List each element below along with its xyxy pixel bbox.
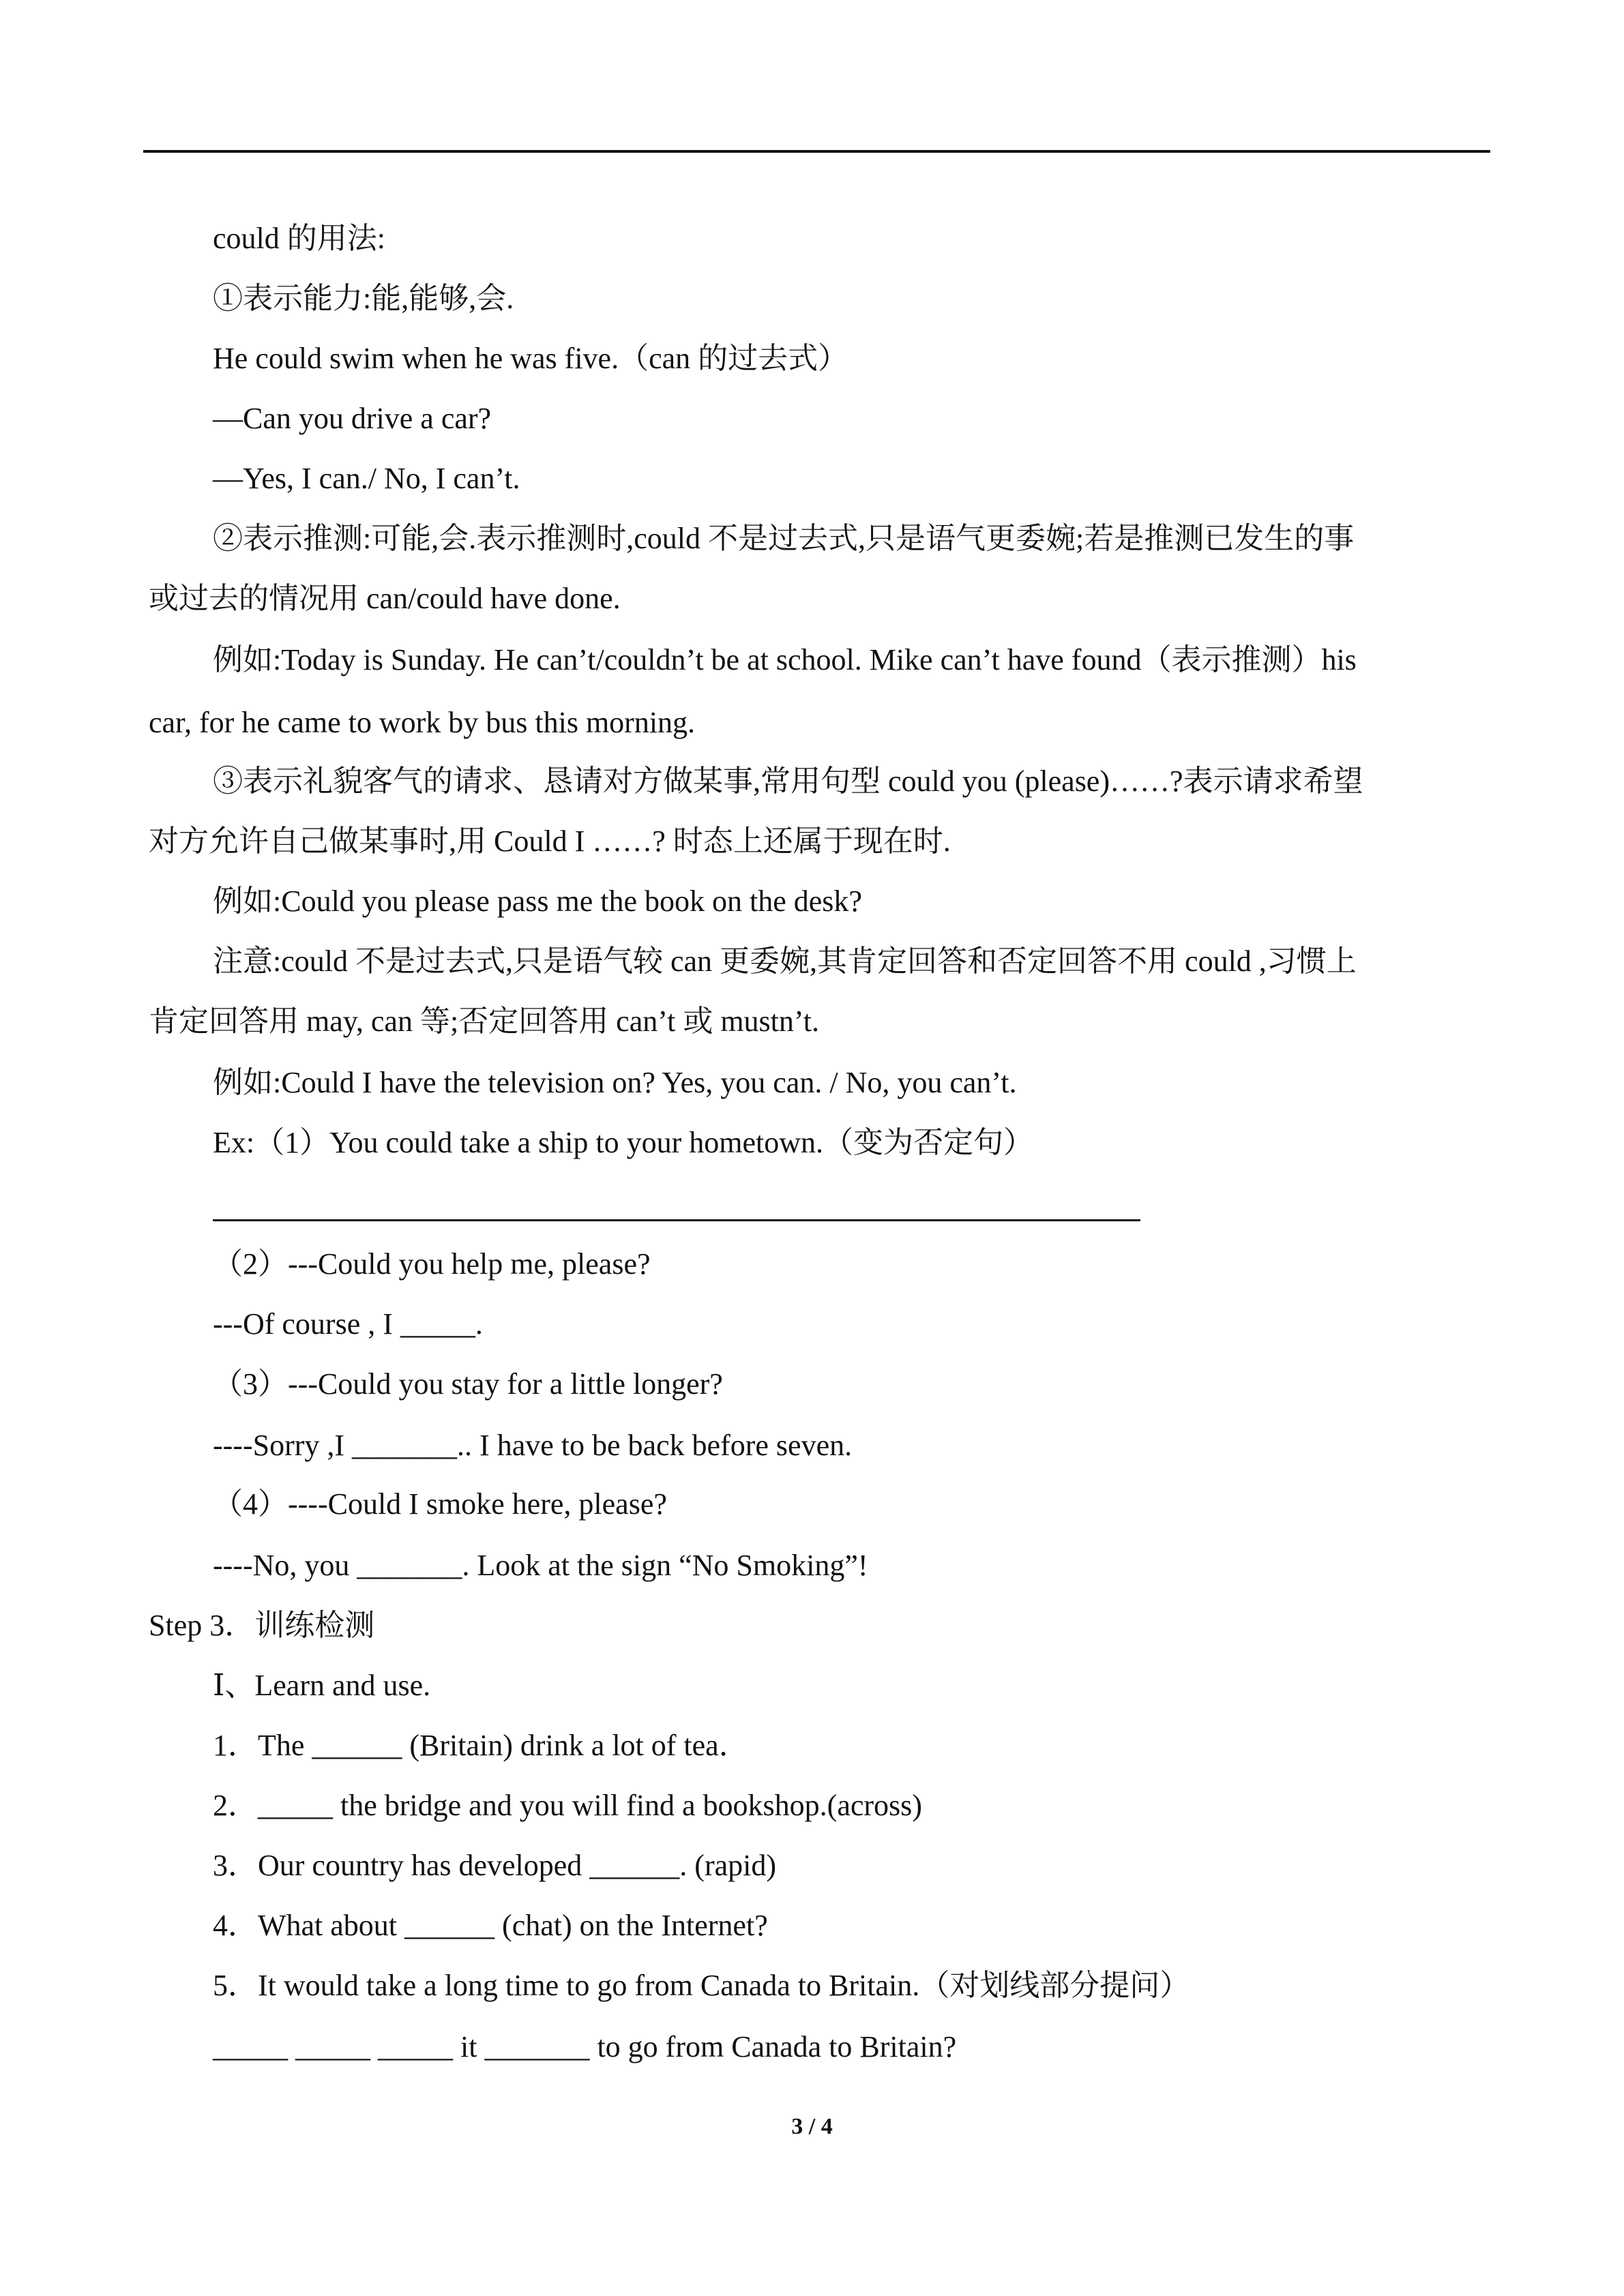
text-line: 例如:Could you please pass me the book on the desk? <box>213 884 862 918</box>
text-line: 或过去的情况用 can/could have done. <box>149 582 621 615</box>
exercise-line: ---Of course , I _____. <box>213 1307 483 1341</box>
text-line: car, for he came to work by bus this morning. <box>149 706 696 739</box>
question-line: 4．What about ______ (chat) on the Internet? <box>213 1909 768 1942</box>
step-heading: Step 3．训练检测 <box>149 1609 375 1642</box>
text-line: —Yes, I can./ No, I can’t. <box>213 462 520 495</box>
exercise-line: ----Sorry ,I _______.. I have to be back before seven. <box>213 1429 853 1462</box>
exercise-line: （2）---Could you help me, please? <box>213 1247 651 1281</box>
text-line: 例如:Today is Sunday. He can’t/couldn’t be at school. Mike can’t have found（表示推测）his <box>213 643 1357 676</box>
text-line: 例如:Could I have the television on? Yes, you can. / No, you can’t. <box>213 1066 1017 1099</box>
text-line: 肯定回答用 may, can 等;否定回答用 can’t 或 mustn’t. <box>149 1004 819 1038</box>
question-line: 3．Our country has developed ______. (rapid) <box>213 1849 777 1882</box>
text-line: —Can you drive a car? <box>213 402 492 435</box>
question-line: 1．The ______ (Britain) drink a lot of tea． <box>213 1729 749 1762</box>
text-line: He could swim when he was five.（can 的过去式） <box>213 342 848 375</box>
section-heading: could 的用法: <box>213 222 385 255</box>
question-line: _____ _____ _____ it _______ to go from Canada to Britain? <box>213 2030 957 2063</box>
answer-line <box>213 1219 1140 1221</box>
page-number: 3 / 4 <box>791 2114 833 2139</box>
exercise-line: ----No, you _______. Look at the sign “No Smoking”! <box>213 1549 868 1582</box>
text-line: ③表示礼貌客气的请求、恳请对方做某事,常用句型 could you (please)……?表示请求希望 <box>213 764 1363 798</box>
exercise-line: （3）---Could you stay for a little longer? <box>213 1367 723 1401</box>
exercise-line: （4）----Could I smoke here, please? <box>213 1487 667 1521</box>
text-line: ②表示推测:可能,会.表示推测时,could 不是过去式,只是语气更委婉;若是推测已发生的事 <box>213 522 1355 555</box>
section-heading: Ⅰ、Learn and use. <box>213 1669 431 1702</box>
exercise-line: Ex:（1）You could take a ship to your hometown.（变为否定句） <box>213 1126 1034 1159</box>
question-line: 2．_____ the bridge and you will find a bookshop.(across) <box>213 1789 922 1822</box>
text-line: 对方允许自己做某事时,用 Could I ……? 时态上还属于现在时. <box>149 824 951 858</box>
question-line: 5．It would take a long time to go from Canada to Britain.（对划线部分提问） <box>213 1969 1190 2002</box>
text-line: ①表示能力:能,能够,会. <box>213 282 514 315</box>
header-rule <box>143 150 1490 153</box>
text-line: 注意:could 不是过去式,只是语气较 can 更委婉,其肯定回答和否定回答不用 could ,习惯上 <box>213 944 1357 978</box>
